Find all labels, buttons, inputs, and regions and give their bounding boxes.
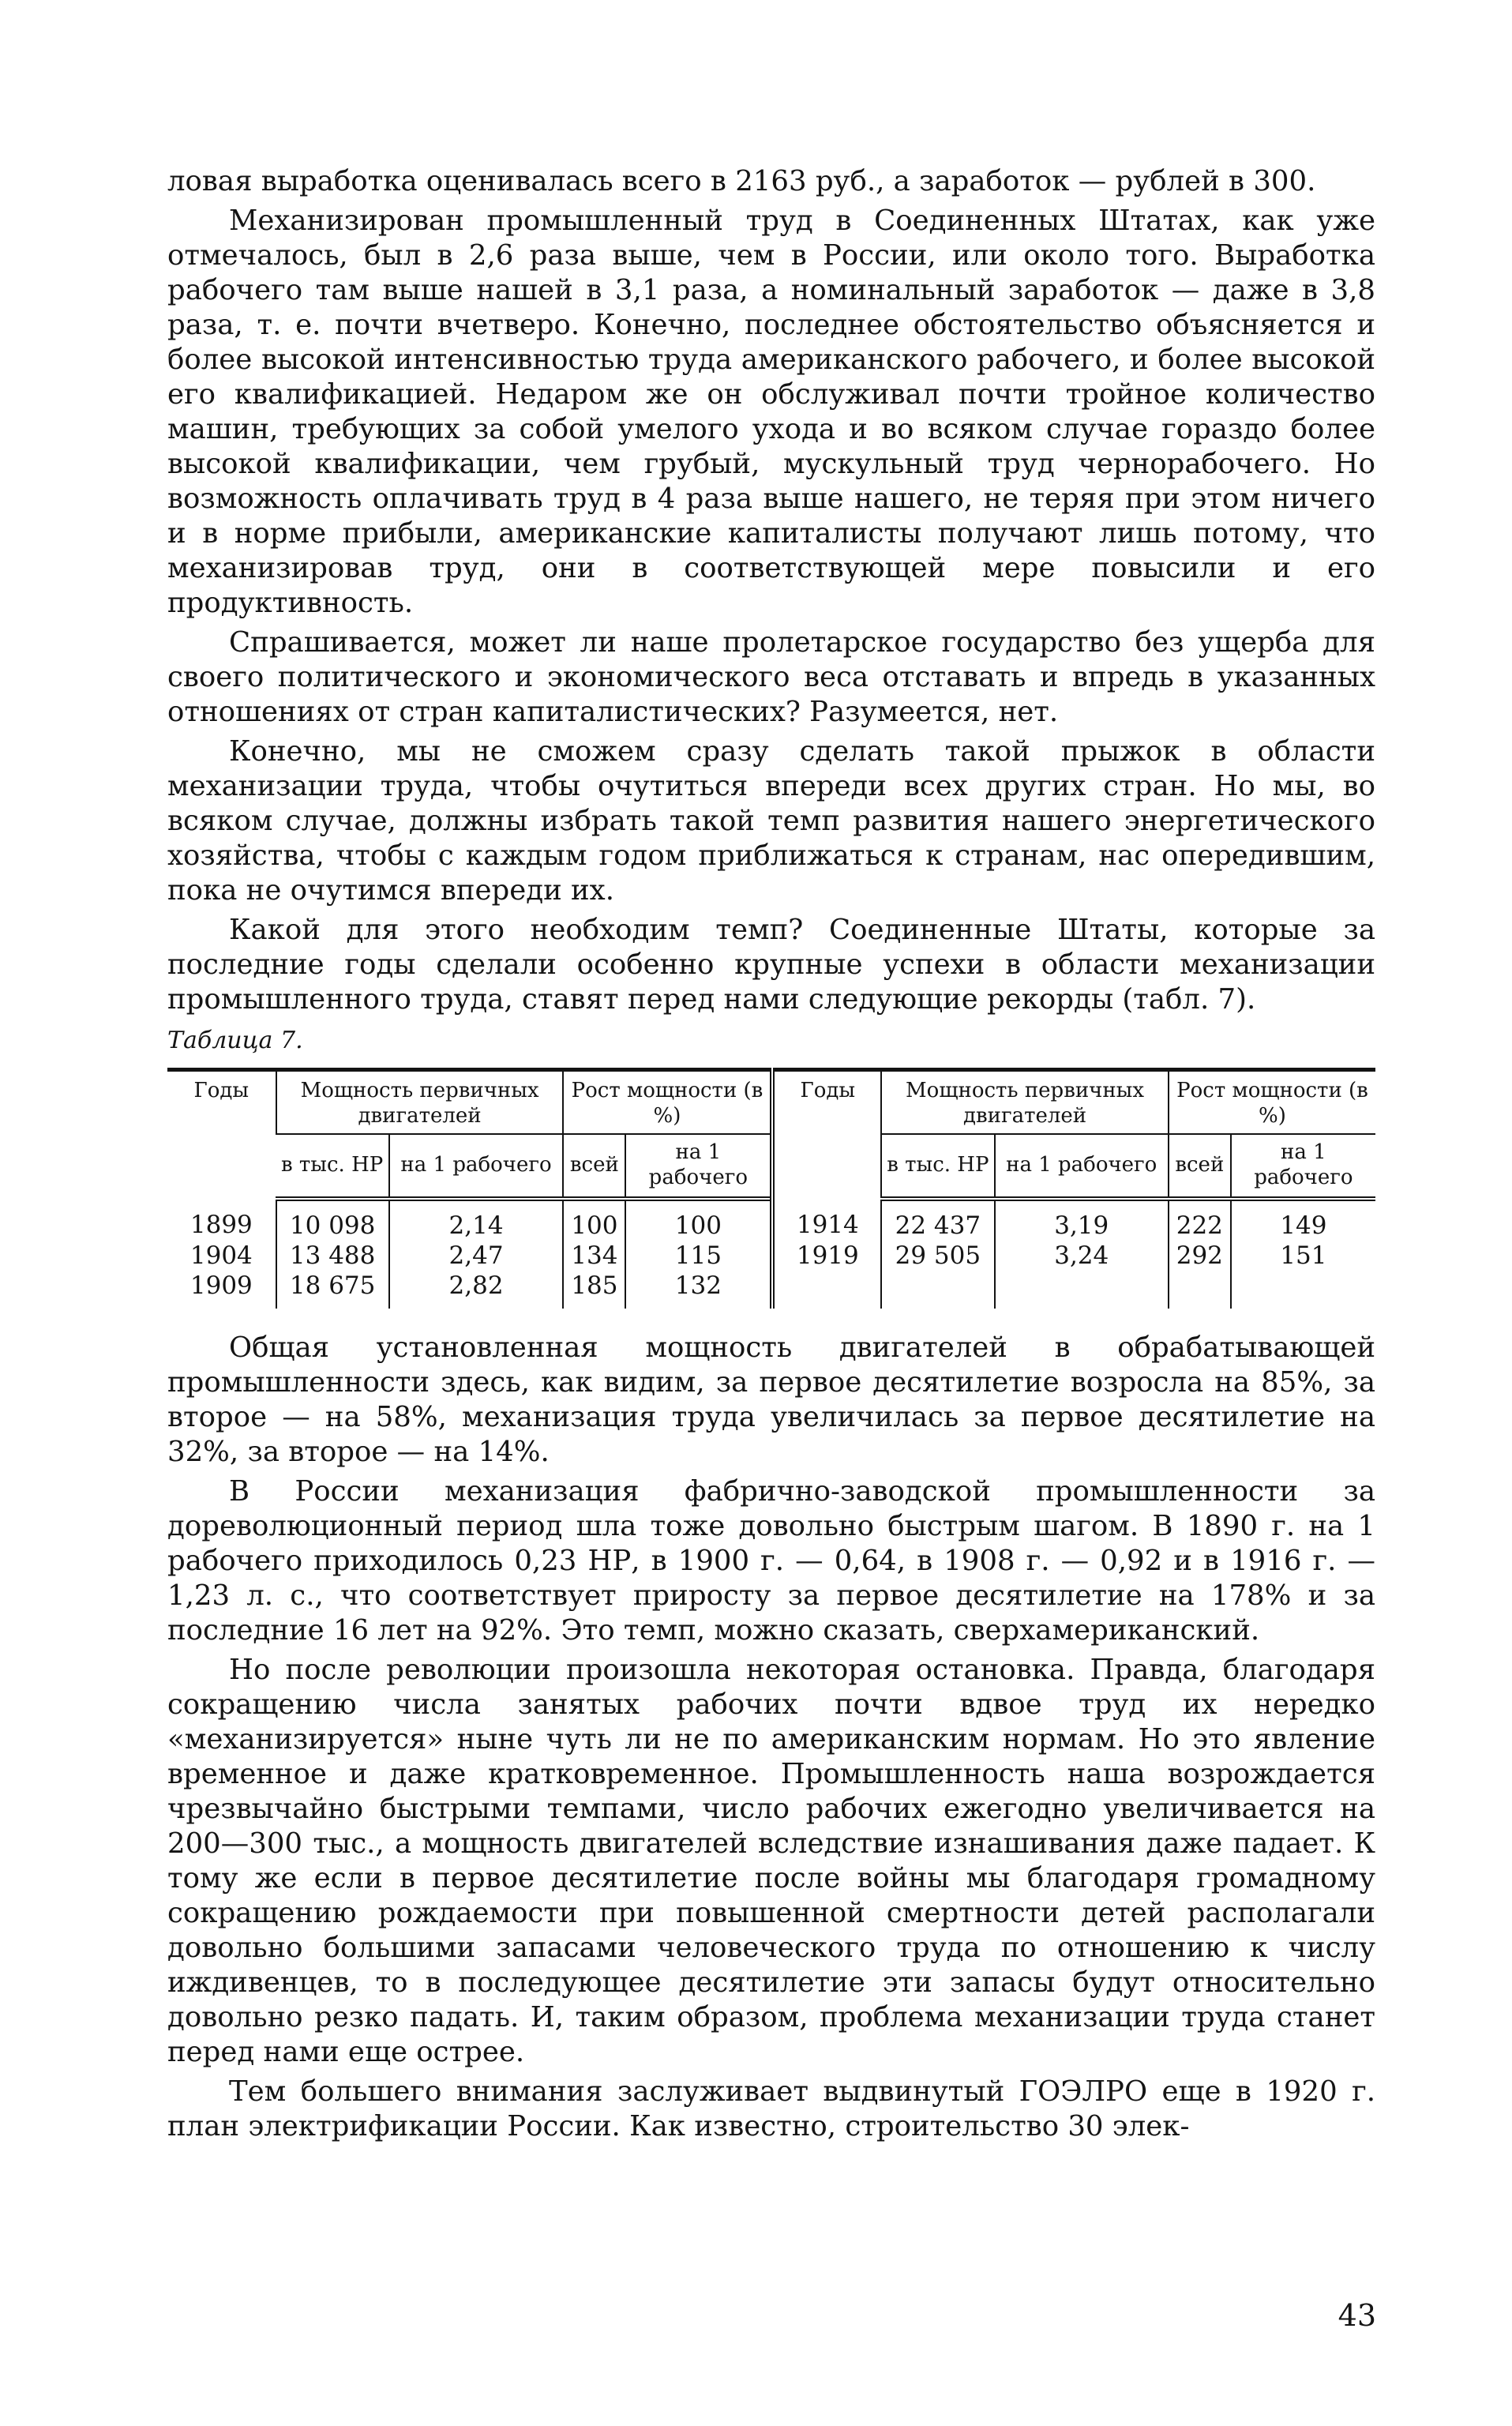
cell: 3,24	[995, 1241, 1169, 1271]
cell-year	[772, 1271, 881, 1309]
page-number: 43	[1338, 2298, 1376, 2333]
cell: 222	[1169, 1199, 1231, 1241]
cell: 185	[563, 1271, 625, 1309]
paragraph: Тем большего внимания заслуживает выдвинутый ГОЭЛРО еще в 1920 г. план электрификации России. Как известно, строительство 30 элек-	[167, 2075, 1375, 2142]
col-header-power: Мощность первичных двигателей	[881, 1070, 1169, 1135]
paragraph: В России механизация фабрично-заводской промышленности за дореволюционный период шла тоже довольно быстрым шагом. В 1890 г. на 1 рабочего приходилось 0,23 НР, в 1900 г. — 0,64, в 1908 г. — 0,92 и в 1916 г. — 1,23 л. с., что соответствует приросту за первое десятилетие на 178% и за последние 16 лет на 92%. Это темп, можно сказать, сверхамериканский.	[167, 1475, 1375, 1647]
cell: 132	[625, 1271, 772, 1309]
col-header-thousand-hp: в тыс. НР	[881, 1134, 994, 1199]
cell: 100	[563, 1199, 625, 1241]
cell-year: 1899	[189, 1210, 253, 1239]
col-header-total: всей	[563, 1134, 625, 1199]
col-header-per-worker: на 1 рабочего	[625, 1134, 772, 1199]
col-header-per-worker: на 1 рабочего	[1231, 1134, 1375, 1199]
cell: 13 488	[276, 1241, 389, 1271]
col-header-years: Годы	[772, 1070, 881, 1200]
table-row	[167, 1199, 1375, 1241]
paragraph: Общая установленная мощность двигателей в обрабатывающей промышленности здесь, как видим, за первое десятилетие возросла на 85%, за второе — на 58%, механизация труда увеличилась за первое десятилетие на 32%, за второе — на 14%.	[167, 1331, 1375, 1468]
cell: 151	[1231, 1241, 1375, 1271]
cell-year: 1914	[772, 1199, 881, 1241]
paragraph: Механизирован промышленный труд в Соединенных Штатах, как уже отмечалось, был в 2,6 раза выше, чем в России, или около того. Выработка рабочего там выше нашей в 3,1 раза, а номинальный заработок — даже в 3,8 раза, т. е. почти вчетверо. Конечно, последнее обстоятельство объясняется и более высокой интенсивностью труда американского рабочего, и более высокой его квалификацией. Недаром же он обслуживал почти тройное количество машин, требующих за собой умелого ухода и во всяком случае гораздо более высокой квалификации, чем грубый, мускульный труд чернорабочего. Но возможность оплачивать труд в 4 раза выше нашего, не теряя при этом ничего и в норме прибыли, американские капиталисты получают лишь потому, что механизировав труд, они в соответствующей мере повысили и его продуктивность.	[167, 205, 1375, 619]
table-row	[167, 1241, 1375, 1271]
cell	[1169, 1271, 1231, 1309]
cell: 2,47	[389, 1241, 564, 1271]
cell: 29 505	[881, 1241, 994, 1271]
col-header-thousand-hp: в тыс. НР	[276, 1134, 389, 1199]
cell	[995, 1271, 1169, 1309]
paragraph: ловая выработка оценивалась всего в 2163 руб., а заработок — рублей в 300.	[167, 165, 1316, 197]
cell: 292	[1169, 1241, 1231, 1271]
cell: 10 098	[276, 1199, 389, 1241]
table-row	[167, 1271, 1375, 1309]
cell: 18 675	[276, 1271, 389, 1309]
col-header-per-worker: на 1 рабочего	[389, 1134, 564, 1199]
cell-year: 1919	[772, 1241, 881, 1271]
paragraph: Но после революции произошла некоторая остановка. Правда, благодаря сокращению числа занятых рабочих почти вдвое труд их нередко «механизируется» ныне чуть ли не по американским нормам. Но это явление временное и даже кратковременное. Промышленность наша возрождается чрезвычайно быстрыми темпами, число рабочих ежегодно увеличивается на 200—300 тыс., а мощность двигателей вследствие изнашивания даже падает. К тому же если в первое десятилетие после войны мы благодаря громадному сокращению рождаемости при повышенной смертности детей располагали довольно большими запасами человеческого труда по отношению к числу иждивенцев, то в последующее десятилетие эти запасы будут относительно довольно резко падать. И, таким образом, проблема механизации труда станет перед нами еще острее.	[167, 1654, 1375, 2068]
cell: 3,19	[995, 1199, 1169, 1241]
col-header-growth: Рост мощности (в %)	[1169, 1070, 1375, 1135]
cell	[881, 1271, 994, 1309]
paragraph: Спрашивается, может ли наше пролетарское государство без ущерба для своего политического и экономического веса отставать и впредь в указанных отношениях от стран капиталистических? Разумеется, нет.	[167, 626, 1375, 728]
col-header-growth: Рост мощности (в %)	[563, 1070, 772, 1135]
col-header-years: Годы	[167, 1070, 276, 1200]
cell	[1231, 1271, 1375, 1309]
cell: 100	[625, 1199, 772, 1241]
cell: 2,82	[389, 1271, 564, 1309]
cell: 2,14	[389, 1199, 564, 1241]
cell-year: 1904	[189, 1241, 253, 1270]
col-header-total: всей	[1169, 1134, 1231, 1199]
paragraph: Конечно, мы не сможем сразу сделать такой прыжок в области механизации труда, чтобы очутиться впереди всех других стран. Но мы, во всяком случае, должны избрать такой темп развития нашего энергетического хозяйства, чтобы с каждым годом приближаться к странам, нас опередившим, пока не очутимся впереди их.	[167, 735, 1375, 907]
paragraph: Какой для этого необходим темп? Соединенные Штаты, которые за последние годы сделали особенно крупные успехи в области механизации промышленного труда, ставят перед нами следующие рекорды (табл. 7).	[167, 914, 1375, 1016]
cell-year: 1909	[189, 1271, 253, 1300]
cell: 134	[563, 1241, 625, 1271]
cell: 22 437	[881, 1199, 994, 1241]
data-table	[167, 1068, 1375, 1309]
page-body	[167, 164, 1375, 2144]
cell: 149	[1231, 1199, 1375, 1241]
col-header-power: Мощность первичных двигателей	[276, 1070, 564, 1135]
cell: 115	[625, 1241, 772, 1271]
col-header-per-worker: на 1 рабочего	[995, 1134, 1169, 1199]
table-caption: Таблица 7.	[167, 1027, 303, 1054]
